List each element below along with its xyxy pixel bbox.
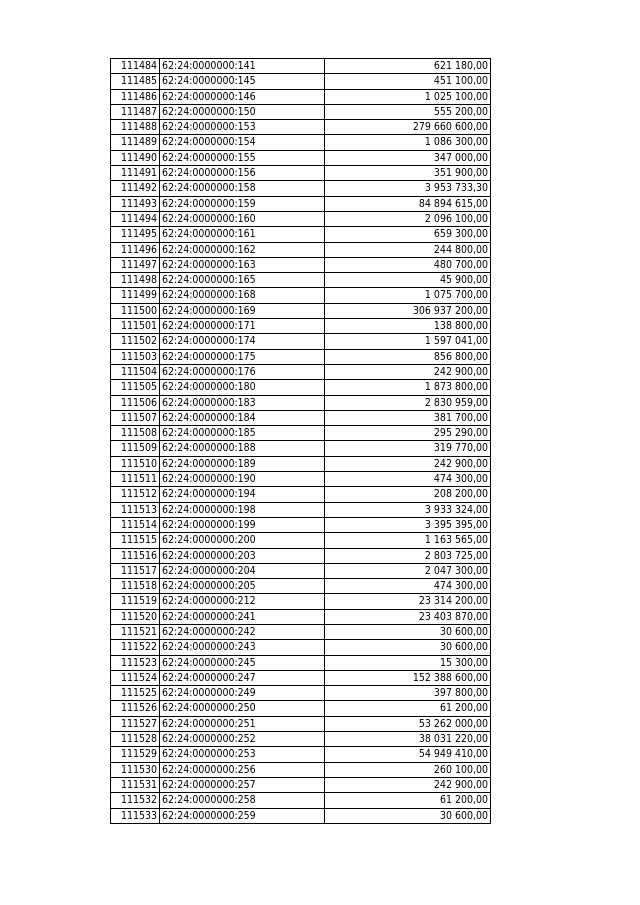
- cadastral-number-cell: 62:24:0000000:199: [160, 517, 325, 532]
- row-id-cell: 111510: [111, 456, 160, 471]
- row-id-cell: 111522: [111, 640, 160, 655]
- cadastral-number-cell: 62:24:0000000:145: [160, 74, 325, 89]
- cadastral-value-cell: 53 262 000,00: [325, 716, 491, 731]
- cadastral-value-cell: 152 388 600,00: [325, 670, 491, 685]
- cadastral-value-cell: 30 600,00: [325, 640, 491, 655]
- cadastral-number-cell: 62:24:0000000:180: [160, 380, 325, 395]
- row-id-cell: 111499: [111, 288, 160, 303]
- table-row: [111, 624, 491, 639]
- row-id-cell: 111527: [111, 716, 160, 731]
- row-id-cell: 111500: [111, 303, 160, 318]
- row-id-cell: 111528: [111, 732, 160, 747]
- cadastral-number-cell: 62:24:0000000:185: [160, 426, 325, 441]
- table-row: [111, 120, 491, 135]
- cadastral-value-cell: 61 200,00: [325, 793, 491, 808]
- cadastral-value-cell: 38 031 220,00: [325, 732, 491, 747]
- row-id-cell: 111524: [111, 670, 160, 685]
- row-id-cell: 111486: [111, 89, 160, 104]
- cadastral-number-cell: 62:24:0000000:256: [160, 762, 325, 777]
- row-id-cell: 111503: [111, 349, 160, 364]
- row-id-cell: 111506: [111, 395, 160, 410]
- table-row: [111, 502, 491, 517]
- row-id-cell: 111498: [111, 273, 160, 288]
- cadastral-value-cell: 474 300,00: [325, 579, 491, 594]
- row-id-cell: 111502: [111, 334, 160, 349]
- table-row: [111, 59, 491, 74]
- cadastral-value-cell: 1 873 800,00: [325, 380, 491, 395]
- cadastral-value-cell: 451 100,00: [325, 74, 491, 89]
- cadastral-value-cell: 2 047 300,00: [325, 563, 491, 578]
- table-row: [111, 135, 491, 150]
- cadastral-value-cell: 3 953 733,30: [325, 181, 491, 196]
- cadastral-value-cell: 306 937 200,00: [325, 303, 491, 318]
- table-row: [111, 104, 491, 119]
- cadastral-number-cell: 62:24:0000000:184: [160, 410, 325, 425]
- cadastral-number-cell: 62:24:0000000:203: [160, 548, 325, 563]
- cadastral-number-cell: 62:24:0000000:198: [160, 502, 325, 517]
- table-row: [111, 349, 491, 364]
- table-row: [111, 716, 491, 731]
- cadastral-number-cell: 62:24:0000000:249: [160, 686, 325, 701]
- row-id-cell: 111484: [111, 59, 160, 74]
- cadastral-value-cell: 54 949 410,00: [325, 747, 491, 762]
- cadastral-value-cell: 480 700,00: [325, 257, 491, 272]
- table-row: [111, 426, 491, 441]
- cadastral-value-cell: 474 300,00: [325, 472, 491, 487]
- table-row: [111, 319, 491, 334]
- row-id-cell: 111495: [111, 227, 160, 242]
- table-row: [111, 487, 491, 502]
- cadastral-number-cell: 62:24:0000000:168: [160, 288, 325, 303]
- row-id-cell: 111518: [111, 579, 160, 594]
- cadastral-value-cell: 3 933 324,00: [325, 502, 491, 517]
- cadastral-number-cell: 62:24:0000000:141: [160, 59, 325, 74]
- cadastral-value-cell: 84 894 615,00: [325, 196, 491, 211]
- table-row: [111, 793, 491, 808]
- table-row: [111, 594, 491, 609]
- row-id-cell: 111509: [111, 441, 160, 456]
- cadastral-number-cell: 62:24:0000000:176: [160, 364, 325, 379]
- table-row: [111, 686, 491, 701]
- cadastral-number-cell: 62:24:0000000:212: [160, 594, 325, 609]
- table-row: [111, 777, 491, 792]
- row-id-cell: 111507: [111, 410, 160, 425]
- cadastral-number-cell: 62:24:0000000:257: [160, 777, 325, 792]
- cadastral-number-cell: 62:24:0000000:150: [160, 104, 325, 119]
- cadastral-value-cell: 138 800,00: [325, 319, 491, 334]
- cadastral-value-cell: 1 086 300,00: [325, 135, 491, 150]
- cadastral-value-cell: 2 803 725,00: [325, 548, 491, 563]
- cadastral-value-cell: 45 900,00: [325, 273, 491, 288]
- cadastral-value-cell: 659 300,00: [325, 227, 491, 242]
- cadastral-value-cell: 15 300,00: [325, 655, 491, 670]
- cadastral-value-cell: 295 290,00: [325, 426, 491, 441]
- table-row: [111, 732, 491, 747]
- row-id-cell: 111530: [111, 762, 160, 777]
- table-row: [111, 762, 491, 777]
- cadastral-value-cell: 351 900,00: [325, 166, 491, 181]
- table-row: [111, 303, 491, 318]
- cadastral-value-cell: 23 314 200,00: [325, 594, 491, 609]
- table-row: [111, 472, 491, 487]
- cadastral-value-cell: 61 200,00: [325, 701, 491, 716]
- cadastral-number-cell: 62:24:0000000:247: [160, 670, 325, 685]
- cadastral-number-cell: 62:24:0000000:146: [160, 89, 325, 104]
- cadastral-number-cell: 62:24:0000000:200: [160, 533, 325, 548]
- cadastral-number-cell: 62:24:0000000:163: [160, 257, 325, 272]
- cadastral-number-cell: 62:24:0000000:165: [160, 273, 325, 288]
- row-id-cell: 111488: [111, 120, 160, 135]
- table-row: [111, 410, 491, 425]
- table-row: [111, 273, 491, 288]
- cadastral-number-cell: 62:24:0000000:258: [160, 793, 325, 808]
- row-id-cell: 111501: [111, 319, 160, 334]
- cadastral-value-cell: 30 600,00: [325, 624, 491, 639]
- cadastral-value-cell: 856 800,00: [325, 349, 491, 364]
- cadastral-number-cell: 62:24:0000000:245: [160, 655, 325, 670]
- cadastral-value-cell: 242 900,00: [325, 777, 491, 792]
- table-row: [111, 670, 491, 685]
- cadastral-value-cell: 242 900,00: [325, 364, 491, 379]
- row-id-cell: 111508: [111, 426, 160, 441]
- row-id-cell: 111531: [111, 777, 160, 792]
- cadastral-number-cell: 62:24:0000000:159: [160, 196, 325, 211]
- row-id-cell: 111529: [111, 747, 160, 762]
- row-id-cell: 111511: [111, 472, 160, 487]
- table-row: [111, 227, 491, 242]
- row-id-cell: 111490: [111, 150, 160, 165]
- row-id-cell: 111514: [111, 517, 160, 532]
- row-id-cell: 111485: [111, 74, 160, 89]
- cadastral-number-cell: 62:24:0000000:160: [160, 211, 325, 226]
- cadastral-number-cell: 62:24:0000000:205: [160, 579, 325, 594]
- row-id-cell: 111519: [111, 594, 160, 609]
- cadastral-number-cell: 62:24:0000000:154: [160, 135, 325, 150]
- row-id-cell: 111491: [111, 166, 160, 181]
- row-id-cell: 111497: [111, 257, 160, 272]
- cadastral-number-cell: 62:24:0000000:189: [160, 456, 325, 471]
- table-body: [111, 59, 491, 824]
- row-id-cell: 111512: [111, 487, 160, 502]
- cadastral-number-cell: 62:24:0000000:241: [160, 609, 325, 624]
- cadastral-value-cell: 397 800,00: [325, 686, 491, 701]
- cadastral-value-cell: 1 163 565,00: [325, 533, 491, 548]
- table-row: [111, 563, 491, 578]
- table-row: [111, 89, 491, 104]
- cadastral-number-cell: 62:24:0000000:175: [160, 349, 325, 364]
- cadastral-number-cell: 62:24:0000000:183: [160, 395, 325, 410]
- cadastral-value-cell: 208 200,00: [325, 487, 491, 502]
- table-row: [111, 181, 491, 196]
- table-row: [111, 257, 491, 272]
- table-row: [111, 150, 491, 165]
- row-id-cell: 111505: [111, 380, 160, 395]
- row-id-cell: 111517: [111, 563, 160, 578]
- table-row: [111, 548, 491, 563]
- row-id-cell: 111523: [111, 655, 160, 670]
- cadastral-number-cell: 62:24:0000000:162: [160, 242, 325, 257]
- row-id-cell: 111526: [111, 701, 160, 716]
- cadastral-number-cell: 62:24:0000000:243: [160, 640, 325, 655]
- table-row: [111, 456, 491, 471]
- table-row: [111, 74, 491, 89]
- cadastral-value-cell: 3 395 395,00: [325, 517, 491, 532]
- cadastral-number-cell: 62:24:0000000:158: [160, 181, 325, 196]
- table-row: [111, 380, 491, 395]
- cadastral-value-cell: 279 660 600,00: [325, 120, 491, 135]
- cadastral-number-cell: 62:24:0000000:169: [160, 303, 325, 318]
- cadastral-value-cell: 1 025 100,00: [325, 89, 491, 104]
- table-row: [111, 517, 491, 532]
- cadastral-number-cell: 62:24:0000000:259: [160, 808, 325, 823]
- cadastral-value-cell: 2 096 100,00: [325, 211, 491, 226]
- table-row: [111, 609, 491, 624]
- cadastral-value-cell: 23 403 870,00: [325, 609, 491, 624]
- table-row: [111, 533, 491, 548]
- table-row: [111, 334, 491, 349]
- row-id-cell: 111496: [111, 242, 160, 257]
- table-row: [111, 395, 491, 410]
- table-row: [111, 441, 491, 456]
- cadastral-number-cell: 62:24:0000000:190: [160, 472, 325, 487]
- row-id-cell: 111493: [111, 196, 160, 211]
- table-row: [111, 196, 491, 211]
- table-row: [111, 288, 491, 303]
- row-id-cell: 111516: [111, 548, 160, 563]
- cadastral-value-cell: 30 600,00: [325, 808, 491, 823]
- cadastral-number-cell: 62:24:0000000:188: [160, 441, 325, 456]
- cadastral-value-cell: 260 100,00: [325, 762, 491, 777]
- cadastral-number-cell: 62:24:0000000:250: [160, 701, 325, 716]
- row-id-cell: 111521: [111, 624, 160, 639]
- row-id-cell: 111533: [111, 808, 160, 823]
- table-row: [111, 166, 491, 181]
- table-row: [111, 808, 491, 823]
- row-id-cell: 111492: [111, 181, 160, 196]
- cadastral-number-cell: 62:24:0000000:171: [160, 319, 325, 334]
- table-row: [111, 655, 491, 670]
- cadastral-number-cell: 62:24:0000000:252: [160, 732, 325, 747]
- table-row: [111, 579, 491, 594]
- cadastral-number-cell: 62:24:0000000:251: [160, 716, 325, 731]
- row-id-cell: 111489: [111, 135, 160, 150]
- table-row: [111, 640, 491, 655]
- table-row: [111, 242, 491, 257]
- cadastral-number-cell: 62:24:0000000:156: [160, 166, 325, 181]
- cadastral-value-cell: 242 900,00: [325, 456, 491, 471]
- table-row: [111, 211, 491, 226]
- row-id-cell: 111504: [111, 364, 160, 379]
- row-id-cell: 111525: [111, 686, 160, 701]
- cadastral-value-cell: 244 800,00: [325, 242, 491, 257]
- cadastral-number-cell: 62:24:0000000:161: [160, 227, 325, 242]
- cadastral-number-cell: 62:24:0000000:253: [160, 747, 325, 762]
- table-row: [111, 747, 491, 762]
- cadastral-value-cell: 555 200,00: [325, 104, 491, 119]
- table-row: [111, 364, 491, 379]
- cadastral-number-cell: 62:24:0000000:194: [160, 487, 325, 502]
- cadastral-value-cell: 347 000,00: [325, 150, 491, 165]
- cadastral-value-cell: 2 830 959,00: [325, 395, 491, 410]
- table-row: [111, 701, 491, 716]
- row-id-cell: 111532: [111, 793, 160, 808]
- cadastral-value-cell: 319 770,00: [325, 441, 491, 456]
- row-id-cell: 111487: [111, 104, 160, 119]
- row-id-cell: 111520: [111, 609, 160, 624]
- cadastral-number-cell: 62:24:0000000:153: [160, 120, 325, 135]
- cadastral-number-cell: 62:24:0000000:174: [160, 334, 325, 349]
- row-id-cell: 111515: [111, 533, 160, 548]
- cadastral-number-cell: 62:24:0000000:242: [160, 624, 325, 639]
- cadastral-number-cell: 62:24:0000000:204: [160, 563, 325, 578]
- row-id-cell: 111494: [111, 211, 160, 226]
- cadastral-value-cell: 621 180,00: [325, 59, 491, 74]
- cadastral-value-cell: 1 075 700,00: [325, 288, 491, 303]
- row-id-cell: 111513: [111, 502, 160, 517]
- cadastral-number-cell: 62:24:0000000:155: [160, 150, 325, 165]
- cadastral-value-cell: 1 597 041,00: [325, 334, 491, 349]
- cadastral-value-cell: 381 700,00: [325, 410, 491, 425]
- cadastral-value-table: [110, 58, 491, 824]
